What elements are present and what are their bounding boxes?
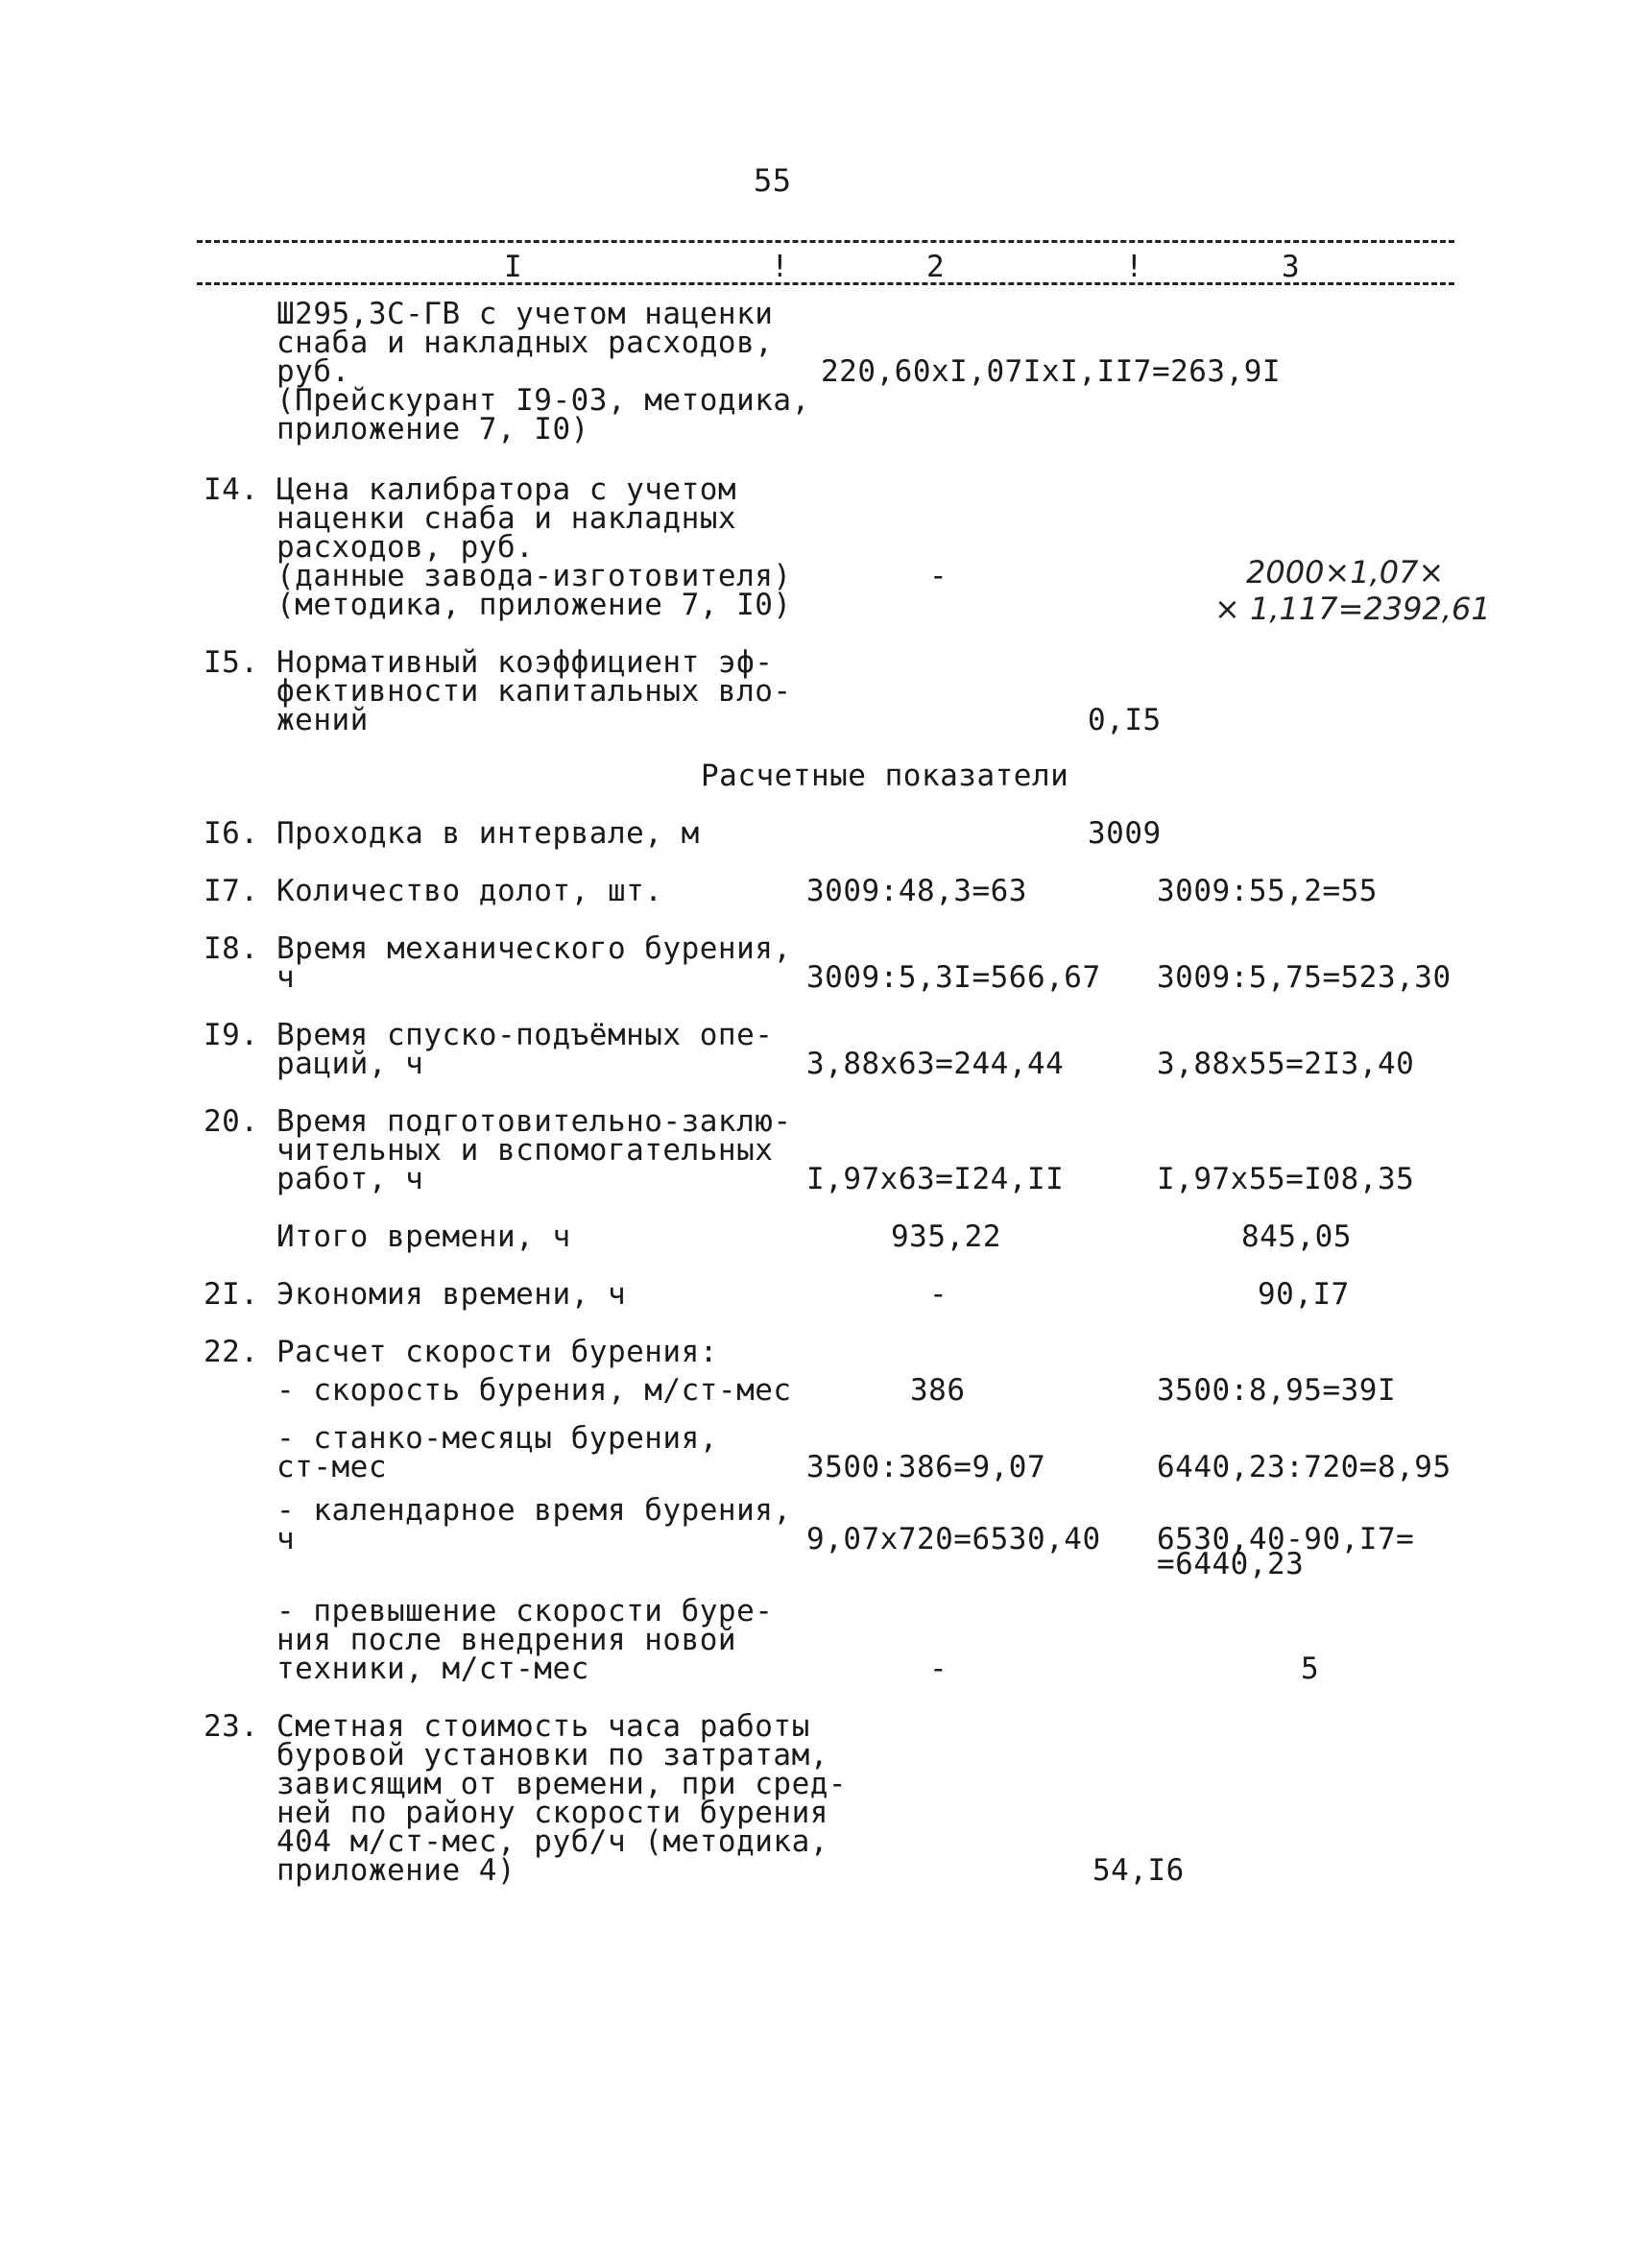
item-21-col2: -	[929, 1277, 948, 1312]
item-14-number: I4.	[204, 472, 259, 507]
item-15-line: Нормативный коэффициент эф-	[276, 645, 774, 680]
header-rule-top	[197, 240, 1454, 243]
item-22-sub3-col2: 9,07x720=6530,40	[806, 1522, 1101, 1556]
item-22-sub4-line: техники, м/ст-мес	[276, 1652, 589, 1686]
item-23-line: приложение 4)	[276, 1853, 516, 1888]
item-14-line: наценки снаба и накладных	[276, 501, 737, 536]
item-14-line: расходов, руб.	[276, 530, 535, 565]
item-18-line: Время механического бурения,	[276, 931, 792, 966]
item-16-number: I6.	[204, 816, 259, 851]
item-23-value: 54,I6	[1092, 1853, 1185, 1888]
item-22-sub3-col3-line1: 6530,40-90,I7=	[1157, 1522, 1415, 1556]
item-20-col3: I,97x55=I08,35	[1157, 1162, 1415, 1196]
item-19-number: I9.	[204, 1018, 259, 1052]
item-15-line: жений	[276, 703, 369, 737]
item-13-value: 220,60xI,07IxI,II7=263,9I	[821, 354, 1282, 389]
item-22-label: Расчет скорости бурения:	[276, 1335, 718, 1369]
header-sep1: !	[771, 250, 790, 284]
item-22-sub3-line: - календарное время бурения,	[276, 1493, 792, 1528]
item-14-line: (методика, приложение 7, I0)	[276, 588, 792, 622]
header-col3: 3	[1282, 250, 1301, 284]
item-14-handwritten-line2: × 1,117=2392,61	[1214, 591, 1491, 627]
item-22-sub3-col3-line2: =6440,23	[1157, 1547, 1305, 1581]
item-23-number: 23.	[204, 1709, 259, 1744]
item-18-number: I8.	[204, 931, 259, 966]
item-22-number: 22.	[204, 1335, 259, 1369]
item-22-sub4-col3: 5	[1301, 1652, 1320, 1686]
item-14-handwritten-line1: 2000×1,07×	[1246, 554, 1445, 591]
item-14-line: Цена калибратора с учетом	[276, 472, 737, 507]
page-number: 55	[754, 162, 792, 199]
item-22-sub4-line: - превышение скорости буре-	[276, 1594, 774, 1629]
item-23-line: 404 м/ст-мес, руб/ч (методика,	[276, 1824, 828, 1859]
header-rule-bottom	[197, 282, 1454, 285]
item-23-line: Сметная стоимость часа работы	[276, 1709, 810, 1744]
item-18-col3: 3009:5,75=523,30	[1157, 960, 1452, 995]
item-20-number: 20.	[204, 1104, 259, 1139]
item-19-col3: 3,88x55=2I3,40	[1157, 1047, 1415, 1081]
item-22-sub2-col3: 6440,23:720=8,95	[1157, 1450, 1452, 1484]
item-15-number: I5.	[204, 645, 259, 680]
header-sep2: !	[1125, 250, 1144, 284]
item-20-line: чительных и вспомогательных	[276, 1133, 774, 1168]
item-20-line: Время подготовительно-заклю-	[276, 1104, 792, 1139]
item-17-number: I7.	[204, 874, 259, 908]
item-20-line: работ, ч	[276, 1162, 424, 1196]
item-17-col3: 3009:55,2=55	[1157, 874, 1378, 908]
item-13-line: снаба и накладных расходов,	[276, 326, 774, 360]
item-13-line: Ш295,3С-ГВ с учетом наценки	[276, 297, 774, 331]
item-14-value-col2: -	[929, 559, 948, 593]
item-14-line: (данные завода-изготовителя)	[276, 559, 792, 593]
item-17-label: Количество долот, шт.	[276, 874, 663, 908]
item-13-line: (Прейскурант I9-03, методика,	[276, 383, 810, 418]
item-21-label: Экономия времени, ч	[276, 1277, 627, 1312]
total-col3: 845,05	[1241, 1219, 1352, 1254]
header-col1: I	[504, 250, 523, 284]
item-22-sub1-col3: 3500:8,95=39I	[1157, 1373, 1397, 1408]
item-22-sub1-label: - скорость бурения, м/ст-мес	[276, 1373, 792, 1408]
item-23-line: ней по району скорости бурения	[276, 1796, 828, 1830]
item-21-number: 2I.	[204, 1277, 259, 1312]
item-16-label: Проходка в интервале, м	[276, 816, 700, 851]
item-22-sub2-col2: 3500:386=9,07	[806, 1450, 1046, 1484]
item-13-line: приложение 7, I0)	[276, 412, 589, 446]
item-15-value: 0,I5	[1088, 703, 1162, 737]
item-22-sub2-line: ст-мес	[276, 1450, 387, 1484]
item-13-line: руб.	[276, 354, 350, 389]
item-23-line: буровой установки по затратам,	[276, 1738, 828, 1773]
item-19-line: раций, ч	[276, 1047, 424, 1081]
item-18-col2: 3009:5,3I=566,67	[806, 960, 1101, 995]
item-16-value: 3009	[1088, 816, 1162, 851]
item-21-col3: 90,I7	[1258, 1277, 1350, 1312]
item-19-col2: 3,88x63=244,44	[806, 1047, 1065, 1081]
item-22-sub4-line: ния после внедрения новой	[276, 1623, 737, 1657]
item-15-line: фективности капитальных вло-	[276, 674, 792, 709]
item-22-sub4-col2: -	[929, 1652, 948, 1686]
item-20-col2: I,97x63=I24,II	[806, 1162, 1065, 1196]
item-19-line: Время спуско-подъёмных опе-	[276, 1018, 774, 1052]
total-col2: 935,22	[891, 1219, 1001, 1254]
item-17-col2: 3009:48,3=63	[806, 874, 1027, 908]
total-label: Итого времени, ч	[276, 1219, 571, 1254]
item-23-line: зависящим от времени, при сред-	[276, 1767, 848, 1801]
header-col2: 2	[926, 250, 946, 284]
item-18-line: ч	[276, 960, 296, 995]
item-22-sub2-line: - станко-месяцы бурения,	[276, 1421, 718, 1456]
item-22-sub3-line: ч	[276, 1522, 296, 1556]
section-title: Расчетные показатели	[701, 759, 1069, 793]
item-22-sub1-col2: 386	[910, 1373, 966, 1408]
